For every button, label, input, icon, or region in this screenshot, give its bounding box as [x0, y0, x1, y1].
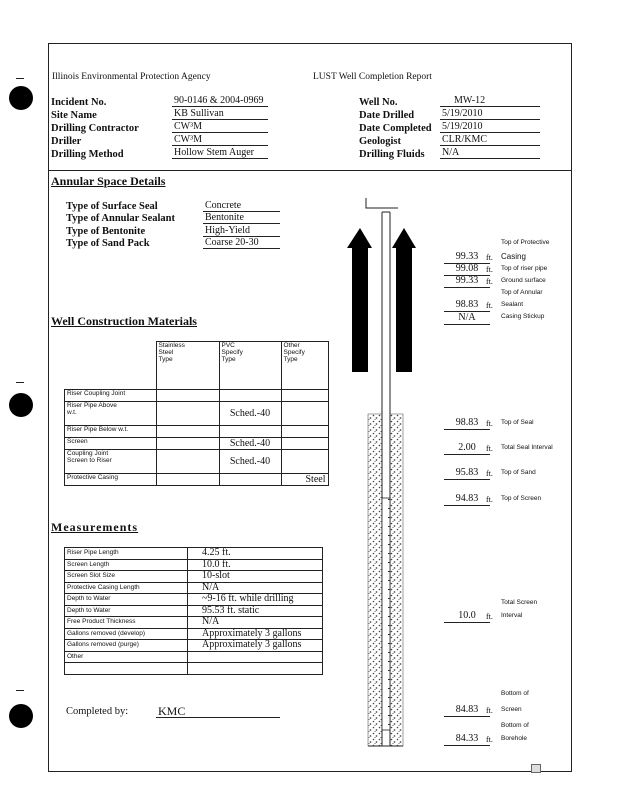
- materials-cell-pvc: Sched.-40: [219, 438, 281, 450]
- well-screen: [382, 498, 390, 730]
- measurement-value: Approximately 3 gallons: [188, 628, 323, 640]
- measurement-label: Screen Slot Size: [65, 571, 188, 583]
- info-label: Date Drilled: [359, 110, 415, 121]
- measurements-heading: Measurements: [51, 520, 139, 534]
- elevation-value: 10.0: [444, 610, 490, 623]
- measurement-value: 10.0 ft.: [188, 559, 323, 571]
- elevation-unit: ft.: [486, 735, 493, 744]
- measurement-label: Gallons removed (purge): [65, 640, 188, 652]
- info-label: Drilling Contractor: [51, 123, 139, 134]
- elevation-unit: ft.: [486, 301, 493, 310]
- elevation-value: 99.33: [444, 275, 490, 288]
- elevation-value: 98.83: [444, 417, 490, 430]
- elevation-label: Interval: [501, 612, 523, 619]
- elevation-label: Casing: [501, 252, 526, 261]
- elevation-unit: ft.: [486, 253, 493, 262]
- info-label: Well No.: [359, 97, 398, 108]
- report-title: LUST Well Completion Report: [313, 72, 432, 82]
- annular-label: Type of Surface Seal: [66, 201, 158, 212]
- annular-value-bentonite: High-Yield: [203, 225, 280, 237]
- protective-casing-left: [347, 228, 372, 372]
- row-label-line: w.t.: [67, 409, 77, 416]
- col-head-line: Steel: [158, 349, 174, 356]
- elevation-label: Screen: [501, 706, 522, 713]
- completed-value: KMC: [156, 704, 280, 718]
- elevation-unit: ft.: [486, 706, 493, 715]
- elevation-value: N/A: [444, 312, 490, 325]
- measurement-label: Depth to Water: [65, 605, 188, 617]
- scan-mark: [531, 764, 541, 773]
- info-label: Incident No.: [51, 97, 107, 108]
- elevation-value: 98.83: [444, 299, 490, 312]
- materials-heading: Well Construction Materials: [51, 314, 197, 328]
- elevation-unit: ft.: [486, 277, 493, 286]
- measurement-label: Other: [65, 651, 188, 663]
- annular-value-seal: Concrete: [203, 200, 280, 212]
- info-value-well: MW-12: [440, 95, 540, 107]
- sand-pack-left: [368, 414, 382, 746]
- measurement-value: 4.25 ft.: [188, 548, 323, 560]
- info-value-geologist: CLR/KMC: [440, 134, 540, 146]
- elevation-unit: ft.: [486, 419, 493, 428]
- elevation-value: 84.33: [444, 733, 490, 746]
- col-head-line: Stainless: [158, 342, 185, 349]
- row-label-line: Riser Pipe Below w.t.: [67, 426, 129, 433]
- elevation-unit: ft.: [486, 612, 493, 621]
- agency-name: Illinois Environmental Protection Agency: [52, 72, 211, 82]
- elevation-label-above: Top of Protective: [501, 239, 550, 246]
- measurement-label: Screen Length: [65, 559, 188, 571]
- info-label: Date Completed: [359, 123, 432, 134]
- annular-value-sealant: Bentonite: [203, 212, 280, 224]
- elevation-label: Top of Seal: [501, 419, 534, 426]
- elevation-label-above: Bottom of: [501, 722, 529, 729]
- measurement-label: Riser Pipe Length: [65, 548, 188, 560]
- elevation-unit: ft.: [486, 469, 493, 478]
- col-head-line: Other: [283, 342, 300, 349]
- elevation-label: Ground surface: [501, 277, 546, 284]
- elevation-label: Casing Stickup: [501, 313, 545, 320]
- protective-cap-outline: [366, 198, 398, 208]
- annular-heading: Annular Space Details: [51, 174, 166, 188]
- elevation-label: Total Seal Interval: [501, 444, 553, 451]
- annular-label: Type of Annular Sealant: [66, 213, 176, 224]
- measurement-label: Protective Casing Length: [65, 582, 188, 594]
- protective-casing-right: [392, 228, 416, 372]
- elevation-value: 94.83: [444, 493, 490, 506]
- col-head-line: Type: [158, 356, 173, 363]
- materials-cell-pvc: Sched.-40: [219, 450, 281, 474]
- elevation-value: 95.83: [444, 467, 490, 480]
- measurement-value: N/A: [188, 582, 323, 594]
- col-head-line: PVC: [221, 342, 235, 349]
- col-head-line: Specify: [283, 349, 305, 356]
- row-label-line: Screen to Riser: [67, 457, 112, 464]
- info-label: Site Name: [51, 110, 97, 121]
- elevation-label-above: Top of Annular: [501, 289, 543, 296]
- elevation-label-above: Bottom of: [501, 690, 529, 697]
- info-value-method: Hollow Stem Auger: [172, 147, 268, 159]
- measurement-value: Approximately 3 gallons: [188, 640, 323, 652]
- annular-label: Type of Bentonite: [66, 226, 146, 237]
- measurement-value: 10-slot: [188, 571, 323, 583]
- measurement-value: N/A: [188, 617, 323, 629]
- elevation-value: 2.00: [444, 442, 490, 455]
- col-head-line: Type: [221, 356, 236, 363]
- measurement-label: Depth to Water: [65, 594, 188, 606]
- annular-value-sand: Coarse 20-30: [203, 237, 280, 249]
- info-value-fluids: N/A: [440, 147, 540, 159]
- elevation-label-above: Total Screen: [501, 599, 538, 606]
- elevation-unit: ft.: [486, 265, 493, 274]
- annular-label: Type of Sand Pack: [66, 238, 150, 249]
- info-value-date-drilled: 5/19/2010: [440, 108, 540, 120]
- info-value-date-completed: 5/19/2010: [440, 121, 540, 133]
- elevation-value: 99.33: [444, 251, 490, 264]
- materials-cell-other: Steel: [281, 474, 328, 486]
- info-value-incident: 90-0146 & 2004-0969: [172, 95, 268, 107]
- elevation-label: Sealant: [501, 301, 524, 308]
- elevation-label: Top of Screen: [501, 495, 542, 502]
- col-head-line: Specify: [221, 349, 243, 356]
- info-label: Geologist: [359, 136, 401, 147]
- elevation-value: 99.08: [444, 263, 490, 276]
- sand-pack-right: [390, 414, 403, 746]
- elevation-unit: ft.: [486, 495, 493, 504]
- row-label-line: Coupling Joint: [67, 450, 109, 457]
- materials-cell-pvc: Sched.-40: [219, 402, 281, 426]
- info-label: Driller: [51, 136, 82, 147]
- info-value-contractor: CW³M: [172, 121, 268, 133]
- elevation-value: 84.83: [444, 704, 490, 717]
- info-label: Drilling Method: [51, 149, 124, 160]
- row-label-line: Riser Coupling Joint: [67, 390, 126, 397]
- elevation-label: Top of Sand: [501, 469, 536, 476]
- row-label-line: Protective Casing: [67, 474, 118, 481]
- measurement-label: Gallons removed (develop): [65, 628, 188, 640]
- row-label-line: Screen: [67, 438, 88, 445]
- row-label-line: Riser Pipe Above: [67, 402, 117, 409]
- elevation-label: Borehole: [501, 735, 528, 742]
- measurement-value: 95.53 ft. static: [188, 605, 323, 617]
- info-value-driller: CW³M: [172, 134, 268, 146]
- info-label: Drilling Fluids: [359, 149, 425, 160]
- info-value-site: KB Sullivan: [172, 108, 268, 120]
- elevation-label: Top of riser pipe: [501, 265, 548, 272]
- elevation-unit: ft.: [486, 444, 493, 453]
- measurement-label: Free Product Thickness: [65, 617, 188, 629]
- col-head-line: Type: [283, 356, 298, 363]
- measurement-value: ~9-16 ft. while drilling: [188, 594, 323, 606]
- completed-label: Completed by:: [66, 706, 129, 717]
